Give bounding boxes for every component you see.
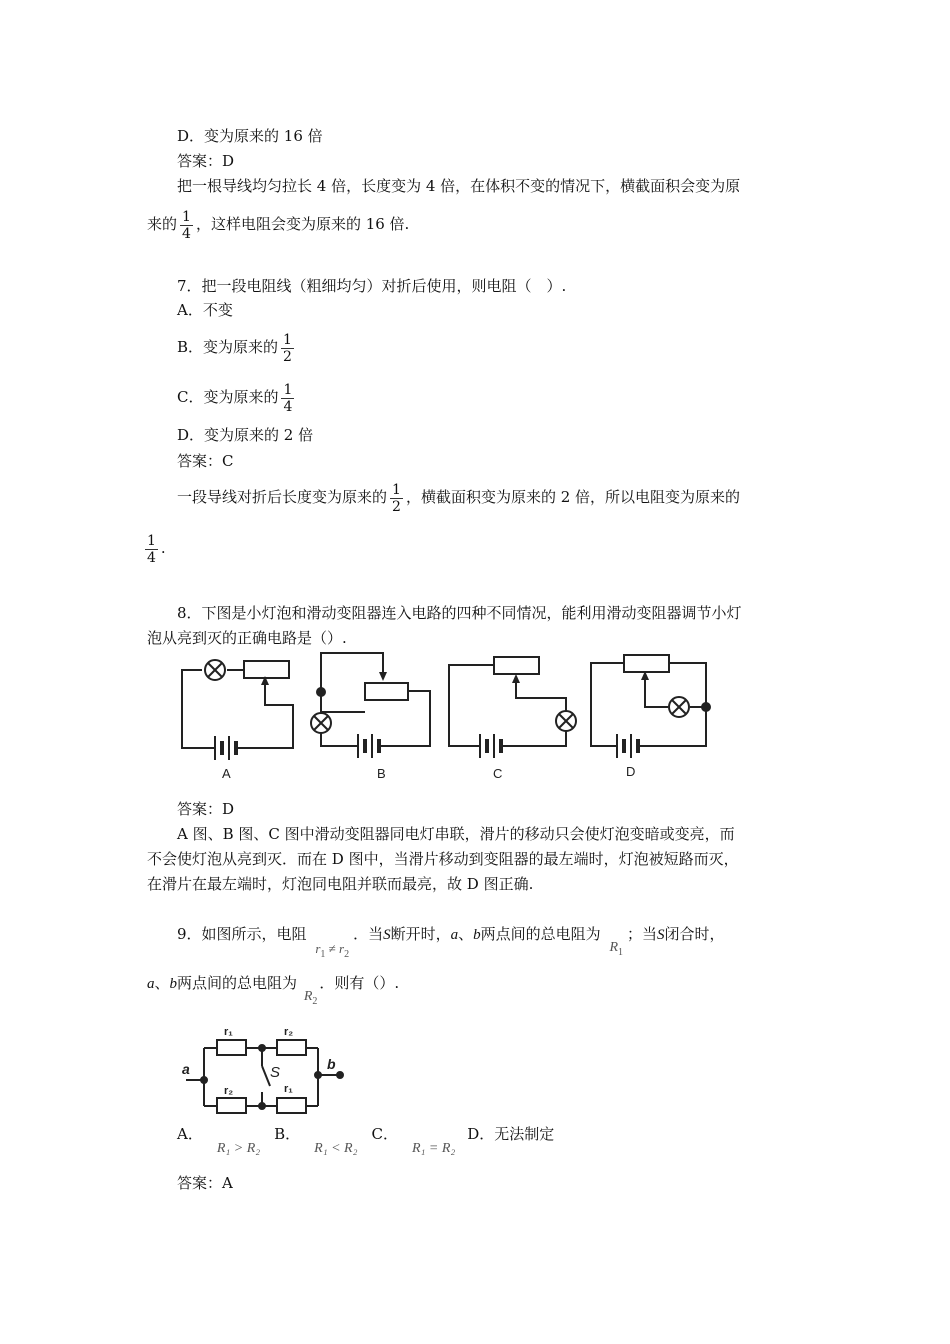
fraction: $\frac{1}{2}$ — [392, 481, 401, 515]
q7-answer: 答案：C — [177, 452, 234, 470]
q8-answer: 答案：D — [177, 800, 235, 818]
circuit-label-d: D — [626, 764, 636, 779]
q9-label-switch: S — [270, 1064, 281, 1081]
fraction: $\frac{1}{4}$ — [147, 532, 156, 566]
q9-options: A．R₁ > R₂B．R₁ < R₂C．R₁ = R₂D．无法制定 — [177, 1125, 555, 1156]
q7-stem: 7．把一段电阻线（粗细均匀）对折后使用，则电阻（ ）. — [177, 277, 567, 295]
q7-explain-line1: 一段导线对折后长度变为原来的 $\frac{1}{2}$ ，横截面积变为原来的 2 倍，所以电阻变为原来的 — [177, 481, 741, 515]
q9-option-b-expr: R₁ < R₂ — [314, 1141, 358, 1156]
circuit-b — [311, 653, 430, 781]
q8-circuits-figure — [0, 645, 950, 805]
q7-option-c: C．变为原来的 $\frac{1}{4}$ — [177, 381, 293, 415]
fraction: $\frac{1}{2}$ — [283, 331, 292, 365]
q6-option-d: D．变为原来的 16 倍 — [177, 127, 323, 145]
q7-explain-line2: $\frac{1}{4}$ . — [147, 532, 166, 566]
circuit-a — [182, 660, 293, 781]
q7-option-a: A．不变 — [177, 301, 233, 319]
q7-option-d: D．变为原来的 2 倍 — [177, 426, 314, 444]
circuit-d — [591, 655, 710, 779]
q9-answer: 答案：A — [177, 1174, 233, 1192]
q9-option-c-expr: R₁ = R₂ — [411, 1141, 456, 1156]
q9-label-r2-top: r₂ — [284, 1026, 294, 1038]
q9-label-r2-bottom: r₂ — [224, 1085, 234, 1097]
q9-condition: $r_1 \ne r_2$ — [315, 941, 350, 960]
q8-stem-line2: 泡从亮到灭的正确电路是（）. — [147, 629, 347, 647]
circuit-label-b: B — [377, 766, 386, 781]
q6-explain-line1: 把一根导线均匀拉长 4 倍，长度变为 4 倍，在体积不变的情况下，横截面积会变为原 — [177, 177, 741, 195]
q8-explain-line2: 不会使灯泡从亮到灭．而在 D 图中，当滑片移动到变阻器的最左端时，灯泡被短路而灭， — [147, 850, 739, 868]
q7-option-b: B．变为原来的 $\frac{1}{2}$ — [177, 331, 292, 365]
q9-label-r1-bottom: r₁ — [284, 1083, 293, 1095]
circuit-c — [449, 657, 576, 781]
q8-explain-line3: 在滑片在最左端时，灯泡同电阻并联而最亮，故 D 图正确. — [147, 875, 534, 893]
q9-option-a-expr: R₁ > R₂ — [216, 1141, 261, 1156]
q9-stem-line1: 9．如图所示，电阻 $r_1 \ne r_2$．当S断开时，a、b两点间的总电阻为 $R_1$；当S闭合时， — [177, 925, 725, 960]
q9-label-point-a: a — [182, 1061, 190, 1077]
q9-stem-line2: a、b两点间的总电阻为 $R_2$．则有（）. — [147, 974, 400, 1007]
fraction: $\frac{1}{4}$ — [283, 381, 293, 415]
q9-circuit-figure — [0, 1020, 950, 1120]
q8-stem-line1: 8．下图是小灯泡和滑动变阻器连入电路的四种不同情况，能利用滑动变阻器调节小灯 — [177, 604, 742, 622]
q6-explain-line2: 来的 $\frac{1}{4}$ ，这样电阻会变为原来的 16 倍. — [147, 208, 410, 242]
q9-label-point-b: b — [327, 1056, 336, 1072]
q6-answer: 答案：D — [177, 152, 235, 170]
circuit-label-c: C — [493, 766, 503, 781]
fraction: $\frac{1}{4}$ — [182, 208, 191, 242]
circuit-label-a: A — [222, 766, 231, 781]
q8-explain-line1: A 图、B 图、C 图中滑动变阻器同电灯串联，滑片的移动只会使灯泡变暗或变亮，而 — [177, 825, 735, 843]
q9-label-r1-top: r₁ — [224, 1026, 233, 1038]
